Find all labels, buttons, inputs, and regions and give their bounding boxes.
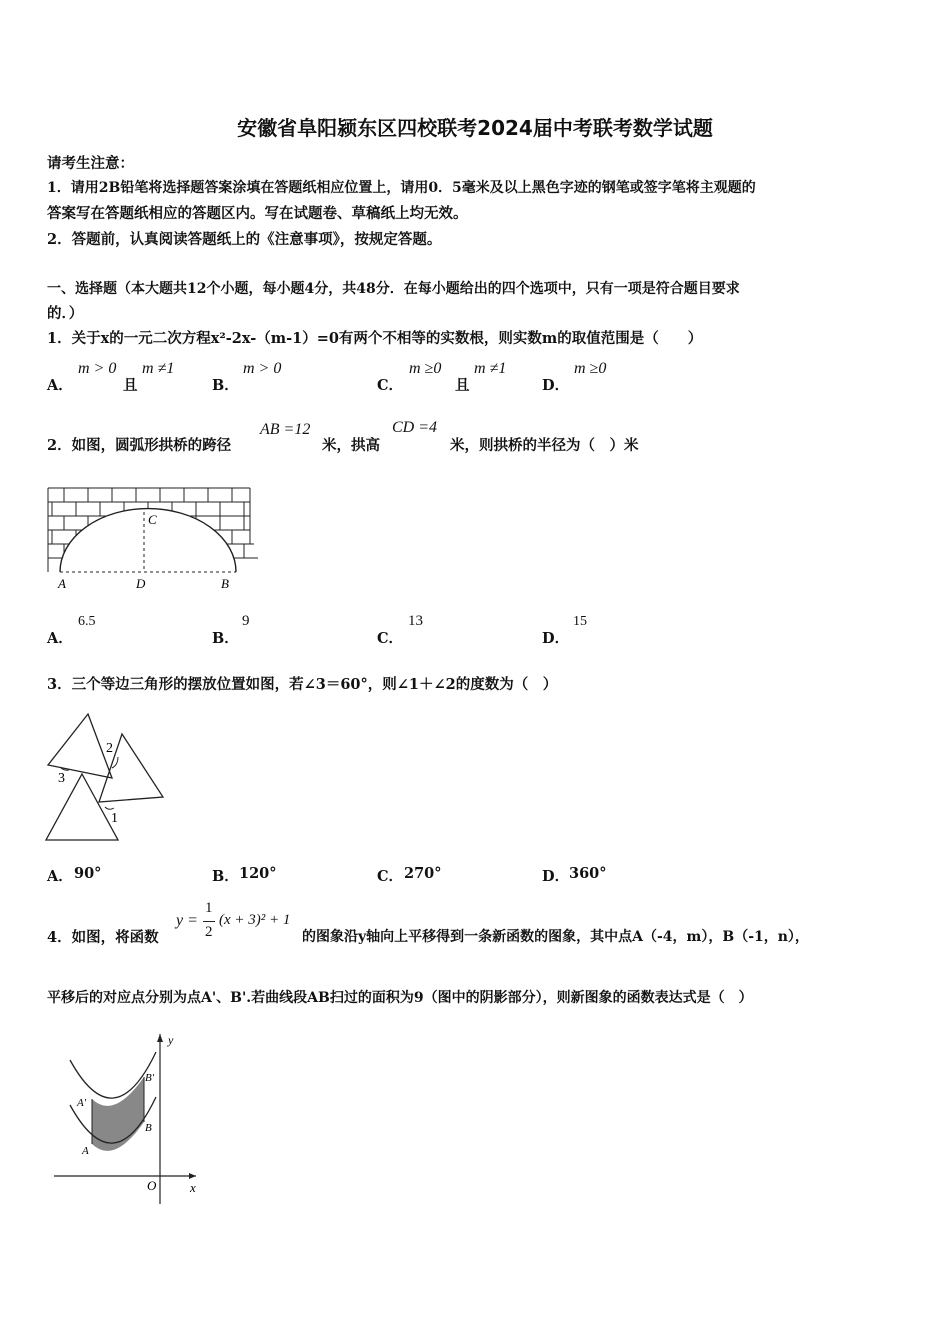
triangles-figure <box>42 710 172 846</box>
q1-option-c-label: C． <box>377 377 404 394</box>
q1-option-b-label: B． <box>212 377 239 394</box>
formula-numerator: 1 <box>205 900 213 916</box>
section-1-line-1: 一、选择题（本大题共12个小题，每小题4分，共48分．在每小题给出的四个选项中，只有一项是符合题目要求 <box>47 281 740 297</box>
q1-option-d-label: D． <box>542 377 570 394</box>
x-axis-arrow <box>189 1173 196 1179</box>
q2-stem-c: 米，则拱桥的半径为（ ）米 <box>450 437 639 454</box>
q4-stem-c: 平移后的对应点分别为点A'、B'.若曲线段AB扫过的面积为9（图中的阴影部分），则新图象的函数表达式是（ ） <box>47 990 753 1006</box>
section-1-line-2: 的．） <box>47 305 84 322</box>
angle-label-2: 2 <box>106 741 113 756</box>
angle-label-3: 3 <box>58 771 65 786</box>
notice-line-1b: 答案写在答题纸相应的答题区内。写在试题卷、草稿纸上均无效。 <box>47 205 468 222</box>
q1-option-a-math1: m > 0 <box>78 360 117 377</box>
q2-option-d-label: D． <box>542 630 570 647</box>
q4-stem-a: 4．如图，将函数 <box>47 929 159 946</box>
q2-option-b-value: 9 <box>242 613 250 629</box>
q2-option-a-label: A． <box>47 630 73 647</box>
triangle-top <box>48 714 112 778</box>
q2-option-d-value: 15 <box>573 614 587 629</box>
label-b-prime: B' <box>145 1072 155 1084</box>
y-axis-arrow <box>157 1034 163 1042</box>
notice-heading: 请考生注意： <box>47 155 134 172</box>
q4-formula <box>176 900 300 946</box>
q3-option-c-value: 270° <box>404 865 442 882</box>
q2-option-b-label: B． <box>212 630 239 647</box>
label-d: D <box>136 576 146 591</box>
formula-fraction-bar <box>203 921 215 922</box>
q2-option-a-value: 6.5 <box>78 614 96 629</box>
label-c: C <box>148 512 157 527</box>
q3-option-c-label: C． <box>377 868 404 885</box>
angle-1-arc <box>105 807 114 809</box>
q1-option-c-math2: m ≠1 <box>474 360 507 377</box>
origin-label: O <box>147 1178 157 1193</box>
label-b: B <box>145 1122 152 1134</box>
q3-option-b-value: 120° <box>239 865 277 882</box>
page-title: 安徽省阜阳颍东区四校联考2024届中考联考数学试题 <box>237 116 713 140</box>
q2-option-c-label: C． <box>377 630 404 647</box>
q2-stem-a: 2．如图，圆弧形拱桥的跨径 <box>47 437 232 454</box>
notice-line-1a: 1．请用2B铅笔将选择题答案涂填在答题纸相应位置上，请用0．5毫米及以上黑色字迹的钢笔或签字笔将主观题的 <box>47 180 756 196</box>
label-a: A <box>82 1145 89 1157</box>
formula-denominator: 2 <box>205 924 213 940</box>
q2-math-ab: AB =12 <box>260 421 311 438</box>
q3-option-a-value: 90° <box>74 865 102 882</box>
label-a-prime: A' <box>77 1097 87 1109</box>
q1-stem: 1．关于x的一元二次方程x²-2x-（m-1）=0有两个不相等的实数根，则实数m的取值范围是（ ） <box>47 330 703 347</box>
q3-stem: 3．三个等边三角形的摆放位置如图，若∠3＝60°，则∠1＋∠2的度数为（ ） <box>47 676 558 693</box>
q2-math-cd: CD =4 <box>392 419 438 436</box>
q3-option-d-value: 360° <box>569 865 607 882</box>
arch-bridge-figure <box>44 484 264 594</box>
q1-option-a-label: A． <box>47 377 73 394</box>
axis-label-x: x <box>190 1180 196 1195</box>
q3-option-d-label: D． <box>542 868 570 885</box>
triangle-bottom <box>46 774 118 840</box>
q1-option-c-conj: 且 <box>455 377 470 394</box>
q1-option-c-math1: m ≥0 <box>409 360 442 377</box>
notice-line-2: 2．答题前，认真阅读答题纸上的《注意事项》，按规定答题。 <box>47 231 442 248</box>
label-a: A <box>58 576 66 591</box>
q2-stem-b: 米，拱高 <box>322 437 380 454</box>
label-b: B <box>221 576 229 591</box>
q3-option-a-label: A． <box>47 868 73 885</box>
axis-label-y: y <box>168 1033 174 1047</box>
q1-option-a-math2: m ≠1 <box>142 360 175 377</box>
q2-option-c-value: 13 <box>408 613 423 629</box>
q1-option-a-conj: 且 <box>123 377 138 394</box>
q3-option-b-label: B． <box>212 868 239 885</box>
parabola-figure <box>46 1028 216 1208</box>
q1-option-b-math1: m > 0 <box>243 360 282 377</box>
angle-label-1: 1 <box>111 811 118 826</box>
q1-option-d-math1: m ≥0 <box>574 360 607 377</box>
q4-stem-b: 的图象沿y轴向上平移得到一条新函数的图象，其中点A（-4，m），B（-1，n）， <box>302 929 809 945</box>
formula-rest: (x + 3)² + 1 <box>219 912 291 928</box>
formula-y: y = <box>176 912 198 929</box>
